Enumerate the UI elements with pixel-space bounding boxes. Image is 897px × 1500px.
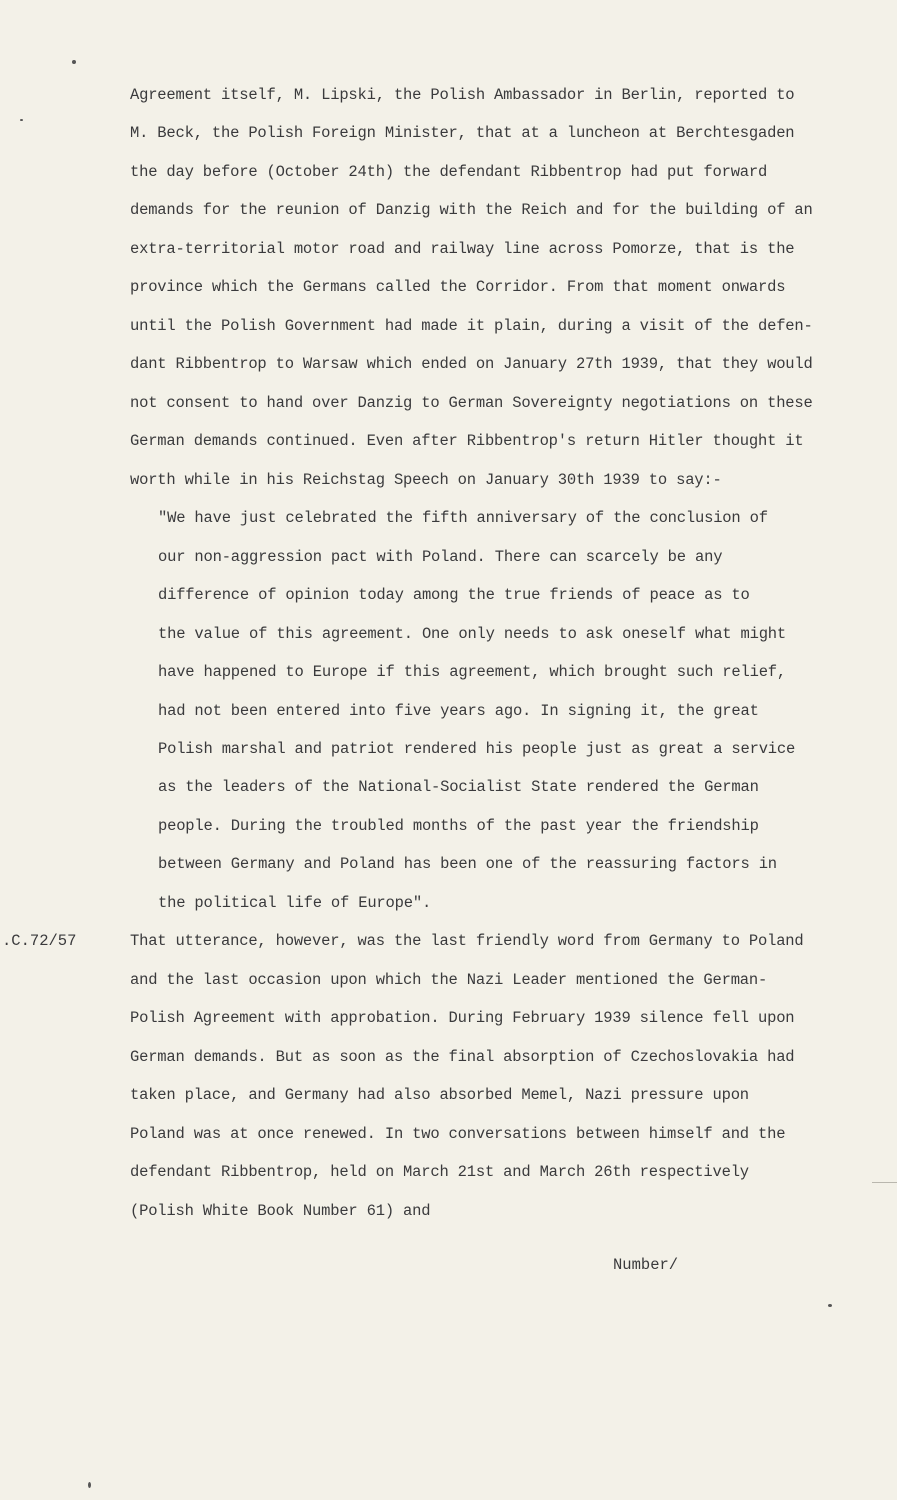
text-line: German demands continued. Even after Ribbentrop's return Hitler thought it xyxy=(130,432,804,450)
quote-line: people. During the troubled months of the past year the friendship xyxy=(158,817,759,835)
text-line: worth while in his Reichstag Speech on January 30th 1939 to say:- xyxy=(130,471,722,489)
quote-line: "We have just celebrated the fifth anniversary of the conclusion of xyxy=(158,509,768,527)
ink-dot xyxy=(828,1304,832,1307)
quote-line: Polish marshal and patriot rendered his people just as great a service xyxy=(158,740,796,758)
text-line: M. Beck, the Polish Foreign Minister, that at a luncheon at Berchtesgaden xyxy=(130,124,795,142)
text-line: until the Polish Government had made it plain, during a visit of the defen- xyxy=(130,317,813,335)
quote-line: difference of opinion today among the true friends of peace as to xyxy=(158,586,750,604)
quote-line: have happened to Europe if this agreement, which brought such relief, xyxy=(158,663,787,681)
text-line: Poland was at once renewed. In two conversations between himself and the xyxy=(130,1125,786,1143)
text-line: demands for the reunion of Danzig with the Reich and for the building of an xyxy=(130,201,813,219)
text-line: extra-territorial motor road and railway line across Pomorze, that is the xyxy=(130,240,795,258)
text-line: That utterance, however, was the last friendly word from Germany to Poland xyxy=(130,932,804,950)
quote-line: between Germany and Poland has been one of the reassuring factors in xyxy=(158,855,777,873)
text-line: not consent to hand over Danzig to German Sovereignty negotiations on these xyxy=(130,394,813,412)
text-line: the day before (October 24th) the defendant Ribbentrop had put forward xyxy=(130,163,768,181)
text-line: province which the Germans called the Corridor. From that moment onwards xyxy=(130,278,786,296)
catchword: Number/ xyxy=(613,1256,679,1274)
text-line: taken place, and Germany had also absorbed Memel, Nazi pressure upon xyxy=(130,1086,749,1104)
text-line: dant Ribbentrop to Warsaw which ended on January 27th 1939, that they would xyxy=(130,355,813,373)
quote-line: our non-aggression pact with Poland. There can scarcely be any xyxy=(158,548,723,566)
text-line: defendant Ribbentrop, held on March 21st and March 26th respectively xyxy=(130,1163,749,1181)
quote-line: had not been entered into five years ago. In signing it, the great xyxy=(158,702,759,720)
quote-line: the political life of Europe". xyxy=(158,894,432,912)
quote-line: the value of this agreement. One only needs to ask oneself what might xyxy=(158,625,787,643)
text-line: and the last occasion upon which the Nazi Leader mentioned the German- xyxy=(130,971,768,989)
text-line: (Polish White Book Number 61) and xyxy=(130,1202,431,1220)
text-line: Polish Agreement with approbation. During February 1939 silence fell upon xyxy=(130,1009,795,1027)
quote-line: as the leaders of the National-Socialist State rendered the German xyxy=(158,778,759,796)
text-line: German demands. But as soon as the final absorption of Czechoslovakia had xyxy=(130,1048,795,1066)
ink-dot xyxy=(20,119,23,121)
margin-reference: .C.72/57 xyxy=(2,932,77,950)
ink-dot xyxy=(88,1482,91,1488)
edge-line xyxy=(872,1182,897,1183)
ink-dot xyxy=(72,60,76,64)
text-line: Agreement itself, M. Lipski, the Polish Ambassador in Berlin, reported to xyxy=(130,86,795,104)
